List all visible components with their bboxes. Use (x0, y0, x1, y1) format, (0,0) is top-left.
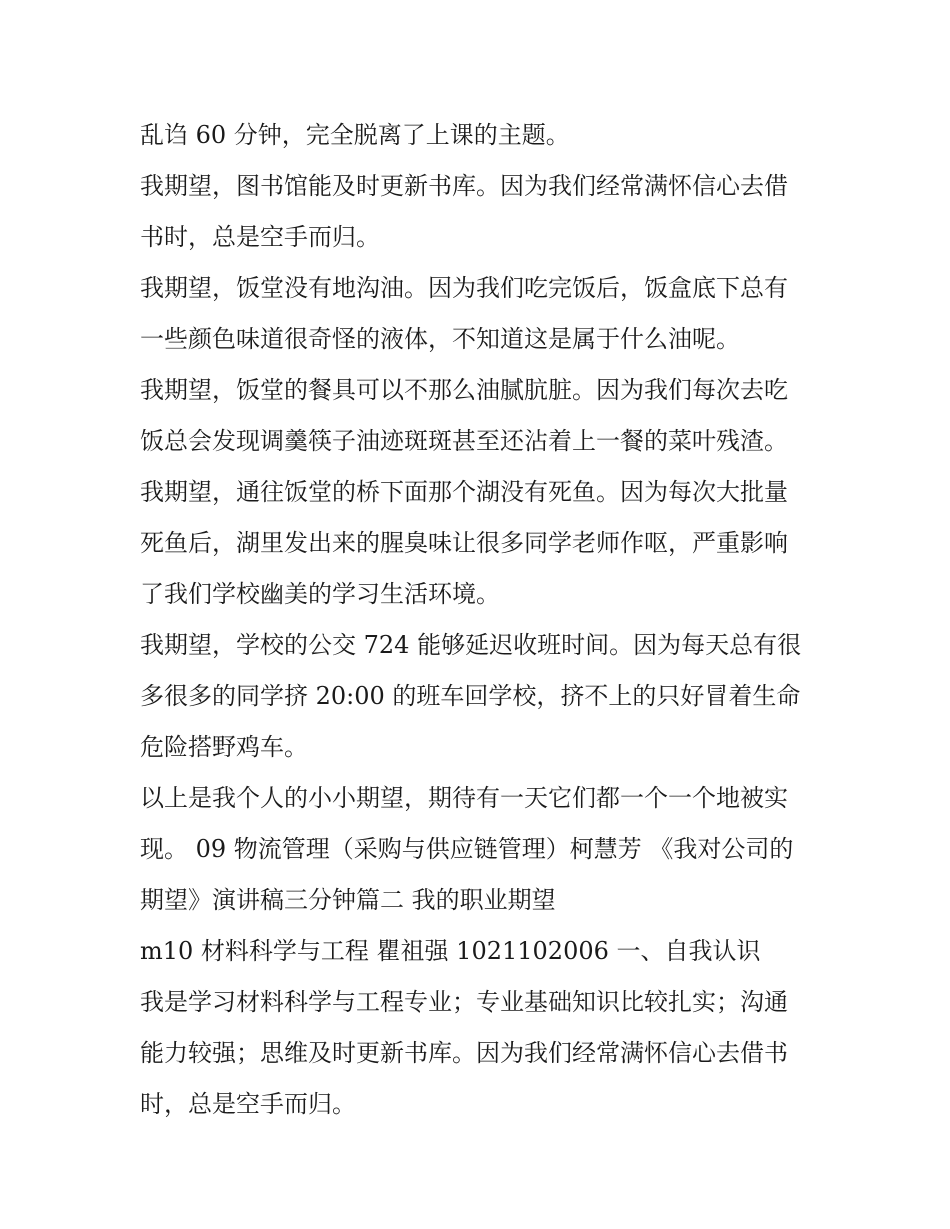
text-line: 一些颜色味道很奇怪的液体，不知道这是属于什么油呢。 (140, 325, 740, 353)
text-line: 期望》演讲稿三分钟篇二 我的职业期望 (140, 886, 556, 914)
document-body (140, 110, 820, 1130)
text-line: 我期望，饭堂的餐具可以不那么油腻肮脏。因为我们每次去吃 (140, 376, 788, 404)
text-line: 多很多的同学挤 20:00 的班车回学校，挤不上的只好冒着生命 (140, 682, 801, 710)
text-line: 能力较强；思维及时更新书库。因为我们经常满怀信心去借书 (140, 1039, 788, 1067)
text-line: 了我们学校幽美的学习生活环境。 (140, 580, 500, 608)
text-line: 书时，总是空手而归。 (140, 223, 380, 251)
text-line: 我期望，通往饭堂的桥下面那个湖没有死鱼。因为每次大批量 (140, 478, 788, 506)
text-line: 我期望，饭堂没有地沟油。因为我们吃完饭后，饭盒底下总有 (140, 274, 788, 302)
text-line: 我期望，学校的公交 724 能够延迟收班时间。因为每天总有很 (140, 631, 802, 659)
text-line: 时，总是空手而归。 (140, 1090, 356, 1118)
text-line: 危险搭野鸡车。 (140, 733, 308, 761)
text-line: 死鱼后，湖里发出来的腥臭味让很多同学老师作呕，严重影响 (140, 529, 788, 557)
text-line: 我期望，图书馆能及时更新书库。因为我们经常满怀信心去借 (140, 172, 788, 200)
text-line: 以上是我个人的小小期望，期待有一天它们都一个一个地被实 (140, 784, 788, 812)
text-line: 现。 09 物流管理（采购与供应链管理）柯慧芳 《我对公司的 (140, 835, 794, 863)
text-line: 乱诌 60 分钟，完全脱离了上课的主题。 (140, 121, 570, 149)
text-line: 我是学习材料科学与工程专业；专业基础知识比较扎实；沟通 (140, 988, 788, 1016)
text-line: m10 材料科学与工程 瞿祖强 1021102006 一、自我认识 (140, 937, 761, 965)
text-line: 饭总会发现调羹筷子油迹斑斑甚至还沾着上一餐的菜叶残渣。 (140, 427, 788, 455)
